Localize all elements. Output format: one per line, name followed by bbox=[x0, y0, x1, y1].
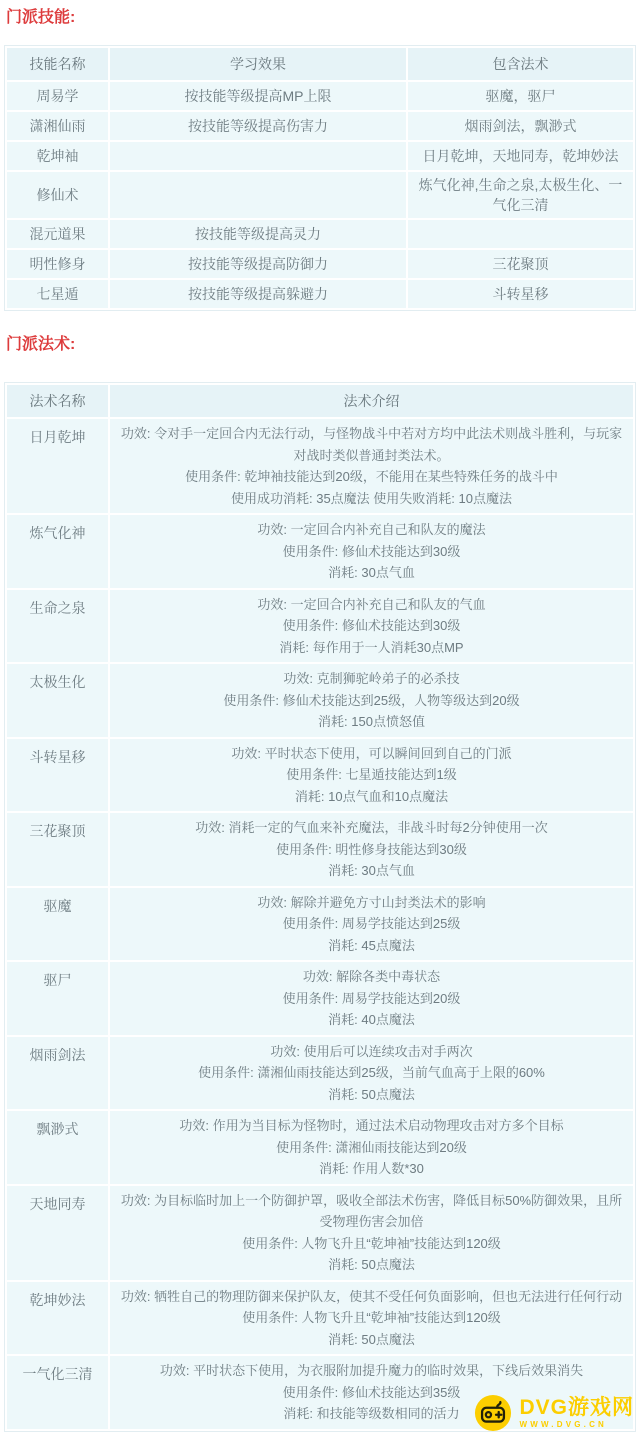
site-watermark bbox=[474, 1394, 634, 1432]
skills-table bbox=[4, 45, 636, 311]
skill-spells-cell: 炼气化神,生命之泉,太极生化、一气化三清 bbox=[408, 172, 633, 218]
skill-name-cell: 潇湘仙雨 bbox=[7, 112, 108, 140]
spell-name-cell: 烟雨剑法 bbox=[7, 1037, 108, 1110]
spell-desc-line: 使用成功消耗: 35点魔法 使用失败消耗: 10点魔法 bbox=[231, 490, 512, 506]
spell-desc-line: 功效: 平时状态下使用，为衣服附加提升魔力的临时效果，下线后效果消失 bbox=[159, 1363, 584, 1378]
skills-section-heading: 门派技能: bbox=[6, 9, 76, 26]
gamepad-icon bbox=[474, 1394, 512, 1432]
spell-desc-line: 消耗: 50点魔法 bbox=[328, 1086, 415, 1102]
spell-desc-line: 功效: 一定回合内补充自己和队友的气血 bbox=[257, 596, 486, 612]
spell-name-cell: 驱魔 bbox=[7, 888, 108, 961]
spell-name-cell: 天地同寿 bbox=[7, 1186, 108, 1280]
spell-desc-line: 功效: 牺牲自己的物理防御来保护队友，使其不受任何负面影响，但也无法进行任何行动 bbox=[120, 1288, 623, 1304]
spell-row bbox=[7, 739, 633, 812]
spell-name-cell: 驱尸 bbox=[7, 962, 108, 1035]
spell-desc-line: 使用条件: 七星遁技能达到1级 bbox=[286, 767, 457, 782]
spell-description-cell bbox=[110, 1037, 633, 1110]
spell-desc-line: 消耗: 30点气血 bbox=[328, 565, 415, 580]
spell-desc-line: 使用条件: 潇湘仙雨技能达到20级 bbox=[276, 1139, 467, 1155]
spell-desc-line: 使用条件: 修仙术技能达到35级 bbox=[282, 1384, 461, 1400]
spell-desc-line: 消耗: 每作用于一人消耗30点MP bbox=[279, 639, 464, 655]
spell-desc-line: 使用条件: 人物飞升且“乾坤袖”技能达到120级 bbox=[242, 1235, 501, 1251]
spell-desc-line: 使用条件: 人物飞升且“乾坤袖”技能达到120级 bbox=[242, 1310, 501, 1325]
spell-desc-line: 功效: 为目标临时加上一个防御护罩，吸收全部法术伤害，降低目标50%防御效果，且所受物理伤害会加倍 bbox=[120, 1192, 623, 1229]
spell-desc-line: 消耗: 150点愤怒值 bbox=[318, 714, 425, 729]
spell-desc-line: 消耗: 30点气血 bbox=[328, 863, 415, 878]
skill-spells-cell: 烟雨剑法，飘渺式 bbox=[408, 112, 633, 140]
skill-row bbox=[7, 112, 633, 140]
skill-effect-cell bbox=[110, 142, 406, 170]
skill-name-cell: 乾坤袖 bbox=[7, 142, 108, 170]
spell-desc-line: 功效: 平时状态下使用，可以瞬间回到自己的门派 bbox=[231, 745, 512, 761]
spell-description-cell bbox=[110, 1111, 633, 1184]
spell-description-cell bbox=[110, 515, 633, 588]
skill-name-cell: 周易学 bbox=[7, 82, 108, 110]
spell-row bbox=[7, 1186, 633, 1280]
spell-desc-line: 功效: 令对手一定回合内无法行动，与怪物战斗中若对方均中此法术则战斗胜利，与玩家对战时类似普通封类法术。 bbox=[120, 426, 623, 463]
spell-desc-line: 使用条件: 修仙术技能达到30级 bbox=[282, 543, 461, 559]
skill-effect-cell: 按技能等级提高防御力 bbox=[110, 250, 406, 278]
spell-description-cell bbox=[110, 962, 633, 1035]
skill-spells-cell: 驱魔，驱尸 bbox=[408, 82, 633, 110]
spell-row bbox=[7, 1282, 633, 1355]
spell-row bbox=[7, 813, 633, 886]
spell-name-cell: 三花聚顶 bbox=[7, 813, 108, 886]
spell-desc-line: 功效: 一定回合内补充自己和队友的魔法 bbox=[257, 522, 486, 537]
skill-spells-cell: 日月乾坤，天地同寿，乾坤妙法 bbox=[408, 142, 633, 170]
spell-desc-line: 使用条件: 乾坤袖技能达到20级，不能用在某些特殊任务的战斗中 bbox=[185, 469, 558, 484]
skill-spells-cell bbox=[408, 220, 633, 248]
spell-desc-line: 使用条件: 明性修身技能达到30级 bbox=[276, 841, 467, 857]
skill-row bbox=[7, 142, 633, 170]
skill-name-cell: 混元道果 bbox=[7, 220, 108, 248]
spells-table-header-row bbox=[7, 385, 633, 417]
skill-row bbox=[7, 250, 633, 278]
spell-name-cell: 斗转星移 bbox=[7, 739, 108, 812]
skill-row bbox=[7, 82, 633, 110]
spell-desc-line: 功效: 解除并避免方寸山封类法术的影响 bbox=[257, 894, 486, 910]
skill-name-cell: 七星遁 bbox=[7, 280, 108, 308]
spell-desc-line: 使用条件: 周易学技能达到25级 bbox=[282, 916, 461, 931]
spell-description-cell bbox=[110, 813, 633, 886]
spell-desc-line: 使用条件: 潇湘仙雨技能达到25级，当前气血高于上限的60% bbox=[198, 1065, 545, 1080]
column-header: 法术名称 bbox=[7, 385, 108, 417]
spell-desc-line: 消耗: 作用人数*30 bbox=[319, 1161, 424, 1176]
spell-desc-line: 消耗: 50点魔法 bbox=[328, 1331, 415, 1347]
spell-description-cell bbox=[110, 1186, 633, 1280]
spell-name-cell: 一气化三清 bbox=[7, 1356, 108, 1429]
spell-desc-line: 使用条件: 修仙术技能达到25级，人物等级达到20级 bbox=[223, 692, 520, 708]
skill-effect-cell: 按技能等级提高躲避力 bbox=[110, 280, 406, 308]
spell-desc-line: 功效: 使用后可以连续攻击对手两次 bbox=[270, 1043, 473, 1059]
spell-desc-line: 功效: 解除各类中毒状态 bbox=[302, 969, 441, 984]
spell-desc-line: 消耗: 40点魔法 bbox=[328, 1012, 415, 1027]
spell-description-cell bbox=[110, 888, 633, 961]
spell-desc-line: 消耗: 和技能等级数相同的活力 bbox=[283, 1406, 460, 1421]
spell-description-cell bbox=[110, 590, 633, 663]
spell-row bbox=[7, 1111, 633, 1184]
skill-effect-cell: 按技能等级提高伤害力 bbox=[110, 112, 406, 140]
skill-row bbox=[7, 172, 633, 218]
spell-desc-line: 功效: 消耗一定的气血来补充魔法，非战斗时每2分钟使用一次 bbox=[195, 820, 548, 835]
spell-row bbox=[7, 419, 633, 513]
spell-description-cell bbox=[110, 664, 633, 737]
spell-desc-line: 功效: 作用为当目标为怪物时，通过法术启动物理攻击对方多个目标 bbox=[179, 1118, 564, 1133]
skill-row bbox=[7, 280, 633, 308]
watermark-text bbox=[519, 1396, 634, 1430]
watermark-site-url: WWW.DVG.CN bbox=[519, 1420, 608, 1429]
skill-effect-cell: 按技能等级提高MP上限 bbox=[110, 82, 406, 110]
column-header: 技能名称 bbox=[7, 48, 108, 80]
column-header: 包含法术 bbox=[408, 48, 633, 80]
spell-description-cell bbox=[110, 1282, 633, 1355]
spell-desc-line: 使用条件: 修仙术技能达到30级 bbox=[282, 618, 461, 633]
column-header: 法术介绍 bbox=[110, 385, 633, 417]
skill-spells-cell: 斗转星移 bbox=[408, 280, 633, 308]
spell-description-cell bbox=[110, 419, 633, 513]
spell-description-cell bbox=[110, 739, 633, 812]
skill-spells-cell: 三花聚顶 bbox=[408, 250, 633, 278]
spell-desc-line: 消耗: 50点魔法 bbox=[328, 1257, 415, 1272]
spell-name-cell: 乾坤妙法 bbox=[7, 1282, 108, 1355]
spell-name-cell: 日月乾坤 bbox=[7, 419, 108, 513]
spells-section-heading: 门派法术: bbox=[6, 336, 76, 353]
skill-name-cell: 明性修身 bbox=[7, 250, 108, 278]
spell-desc-line: 使用条件: 周易学技能达到20级 bbox=[282, 990, 461, 1006]
spell-name-cell: 生命之泉 bbox=[7, 590, 108, 663]
spell-name-cell: 炼气化神 bbox=[7, 515, 108, 588]
spell-row bbox=[7, 1037, 633, 1110]
skill-row bbox=[7, 220, 633, 248]
skill-effect-cell: 按技能等级提高灵力 bbox=[110, 220, 406, 248]
skill-name-cell: 修仙术 bbox=[7, 172, 108, 218]
spell-row bbox=[7, 664, 633, 737]
watermark-site-name: DVG游戏网 bbox=[519, 1396, 634, 1419]
spell-name-cell: 太极生化 bbox=[7, 664, 108, 737]
column-header: 学习效果 bbox=[110, 48, 406, 80]
spell-desc-line: 功效: 克制狮驼岭弟子的必杀技 bbox=[283, 671, 460, 686]
spell-desc-line: 消耗: 45点魔法 bbox=[328, 937, 415, 953]
spell-name-cell: 飘渺式 bbox=[7, 1111, 108, 1184]
spell-desc-line: 消耗: 10点气血和10点魔法 bbox=[294, 788, 449, 804]
spell-row bbox=[7, 515, 633, 588]
skills-table-body bbox=[7, 82, 633, 308]
spells-table-body bbox=[7, 419, 633, 1429]
skill-effect-cell bbox=[110, 172, 406, 218]
spell-row bbox=[7, 590, 633, 663]
spell-row bbox=[7, 962, 633, 1035]
spells-table bbox=[4, 382, 636, 1432]
skills-table-header-row bbox=[7, 48, 633, 80]
spell-row bbox=[7, 888, 633, 961]
